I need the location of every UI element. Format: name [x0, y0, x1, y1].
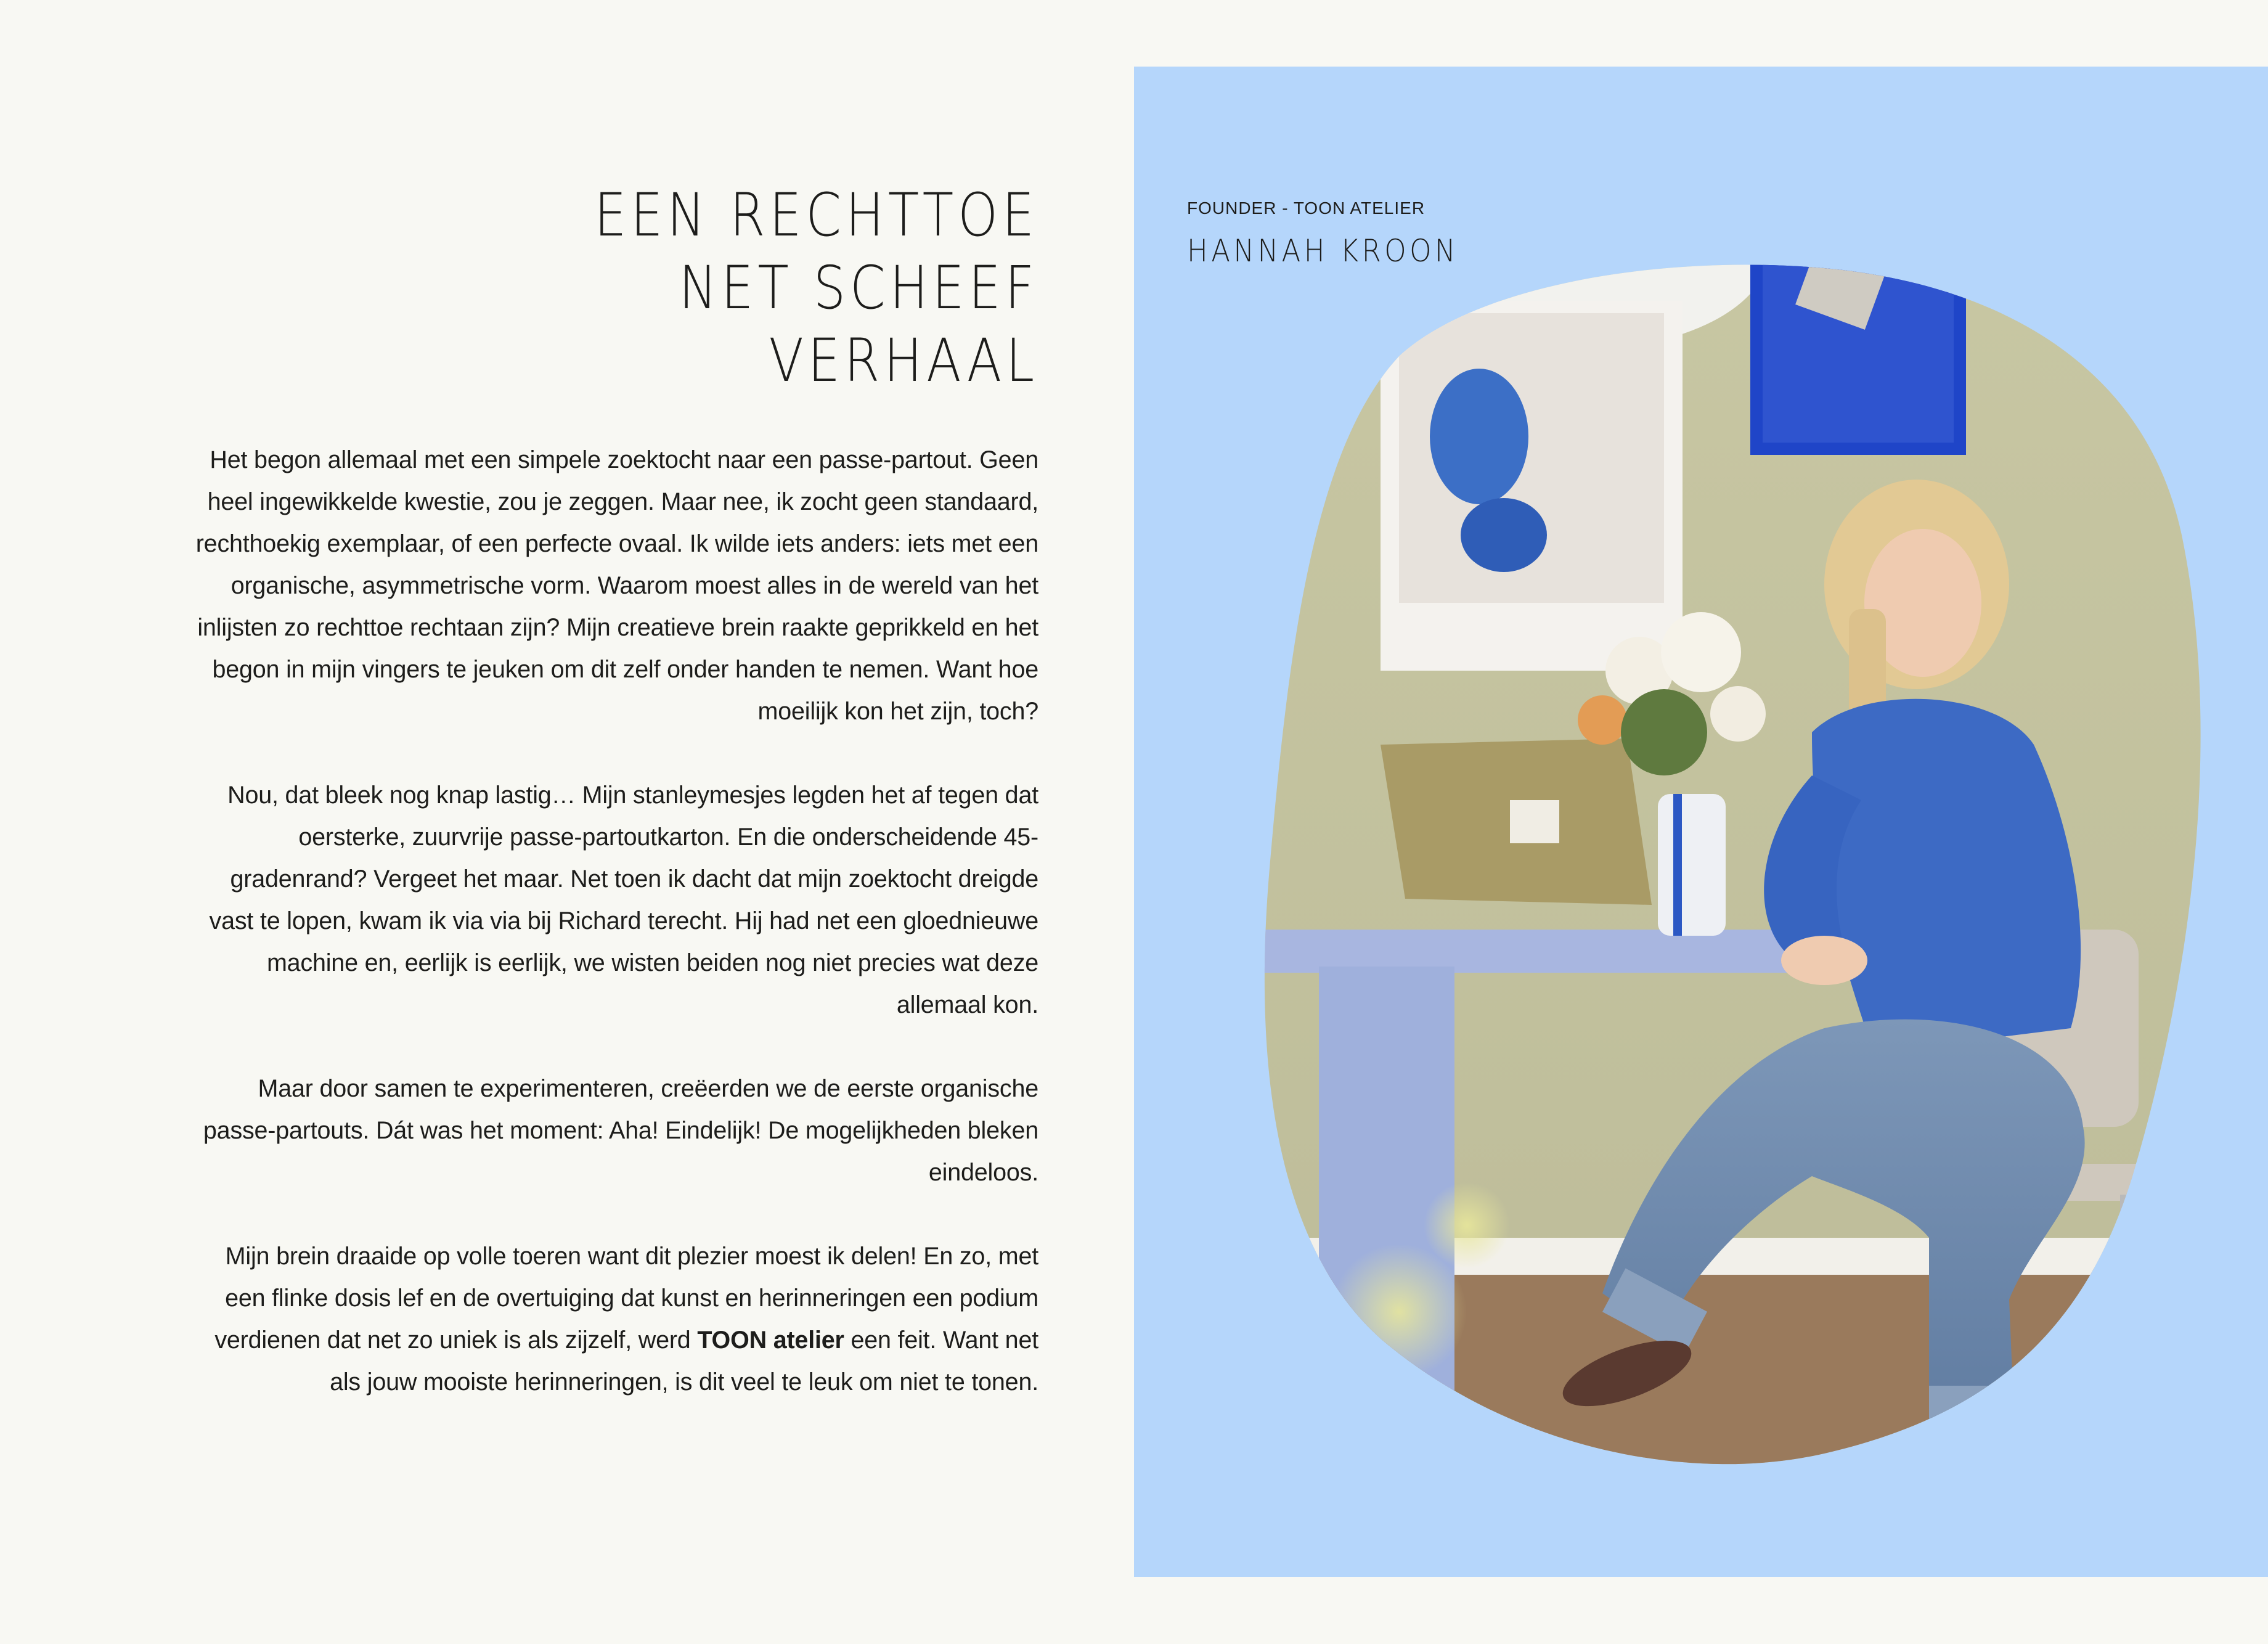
- founder-photo: [1134, 67, 2268, 1577]
- story-paragraph: Nou, dat bleek nog knap lastig… Mijn stanleymesjes legden het af tegen dat oersterke, zuurvrije passe-partoutkarton. En die onderscheidende 45-gradenrand? Vergeet het maar. Net toen ik dacht dat mijn zoektocht dreigde vast te lopen, kwam ik via via bij Richard terecht. Hij had net een gloednieuwe machine en, eerlijk is eerlijk, we wisten beiden nog niet precies wat deze allemaal kon.: [209, 782, 1038, 1018]
- final-text-after: een feit. Want net als jouw mooiste herinneringen, is dit veel te leuk om niet te tonen.: [330, 1327, 1038, 1396]
- heading-line: EEN RECHTTOE: [594, 181, 1038, 250]
- story-column: [185, 179, 1038, 1445]
- story-paragraph: Het begon allemaal met een simpele zoektocht naar een passe-partout. Geen heel ingewikkelde kwestie, zou je zeggen. Maar nee, ik zocht geen standaard, rechthoekig exemplaar, of een perfecte ovaal. Ik wilde iets anders: iets met een organische, asymmetrische vorm. Waarom moest alles in de wereld van het inlijsten zo rechttoe rechtaan zijn? Mijn creatieve brein raakte geprikkeld en het begon in mijn vingers te jeuken om dit zelf onder handen te nemen. Want hoe moeilijk kon het zijn, toch?: [195, 446, 1038, 725]
- heading-line: NET SCHEEF: [679, 253, 1038, 322]
- brand-name: TOON atelier: [697, 1327, 844, 1354]
- founder-role: FOUNDER - TOON ATELIER: [1187, 198, 1426, 218]
- heading-line: VERHAAL: [769, 326, 1038, 395]
- founder-panel: [1134, 67, 2268, 1577]
- story-paragraph: Maar door samen te experimenteren, creëerden we de eerste organische passe-partouts. Dát was het moment: Aha! Eindelijk! De mogelijkheden bleken eindeloos.: [203, 1075, 1038, 1186]
- story-heading: [304, 179, 1038, 397]
- founder-name: HANNAH KROON: [1187, 233, 1459, 269]
- final-text-before: Mijn brein draaide op volle toeren want dit plezier moest ik delen! En zo, met een flinke dosis lef en de overtuiging dat kunst en herinneringen een podium verdienen dat net zo uniek is als zijzelf, werd: [214, 1243, 1038, 1354]
- story-paragraph-final: [185, 1235, 1038, 1403]
